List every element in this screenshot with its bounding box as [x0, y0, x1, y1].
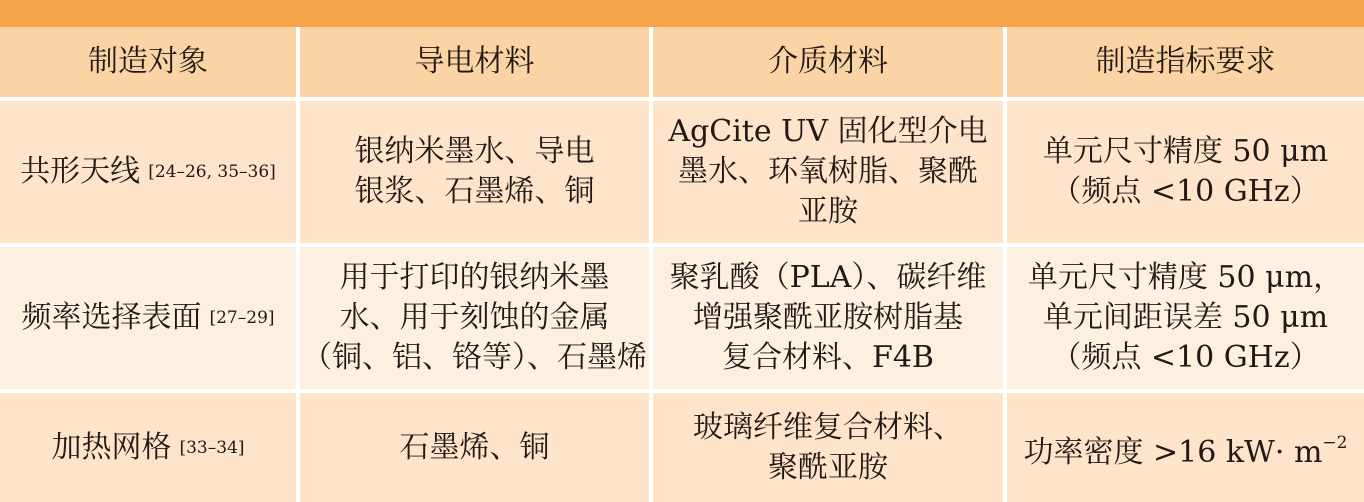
- row2-requirements-line: （频点 <10 GHz）: [1051, 340, 1320, 375]
- row2-dielectric-line: 增强聚酰亚胺树脂基: [693, 300, 963, 335]
- row2-ref: [27–29]: [209, 308, 275, 328]
- header-object: 制造对象: [0, 27, 300, 97]
- row3-requirements-cell: [1007, 389, 1364, 502]
- table-top-bar: [0, 0, 1364, 27]
- row2-object: 频率选择表面: [21, 300, 202, 335]
- row3-ref: [33–34]: [179, 437, 245, 458]
- row1-requirements-cell: [1007, 97, 1364, 243]
- row2-object-cell: [0, 243, 300, 389]
- row3-conductive-line: 石墨烯、铜: [399, 429, 550, 465]
- row1-requirements-line: （频点 <10 GHz）: [1051, 174, 1320, 209]
- row2-requirements-line: 单元尺寸精度 50 μm，: [1027, 260, 1344, 295]
- header-conductive: 导电材料: [300, 27, 653, 97]
- row3-object: 加热网格: [51, 429, 172, 465]
- row3-dielectric-line: 聚酰亚胺: [768, 449, 888, 485]
- row3-dielectric-cell: [653, 389, 1007, 502]
- row3-object-cell: [0, 389, 300, 502]
- row1-conductive-line: 银纳米墨水、导电: [354, 134, 595, 169]
- row2-dielectric-line: 聚乳酸（PLA）、碳纤维: [669, 260, 987, 295]
- row2-dielectric-cell: [653, 243, 1007, 389]
- row1-dielectric-line: 亚胺: [798, 194, 858, 229]
- row2-requirements-line: 单元间距误差 50 μm: [1042, 300, 1329, 335]
- row1-dielectric-cell: [653, 97, 1007, 243]
- row2-conductive-line: 水、用于刻蚀的金属: [339, 300, 610, 335]
- row1-object-cell: [0, 97, 300, 243]
- row3-requirements-exponent: −2: [1322, 432, 1348, 453]
- header-dielectric: 介质材料: [653, 27, 1007, 97]
- row3-conductive-cell: [300, 389, 653, 502]
- row2-conductive-line: 用于打印的银纳米墨: [339, 260, 610, 295]
- row1-dielectric-line: 墨水、环氧树脂、聚酰: [678, 154, 978, 189]
- row1-ref: [24–26, 35–36]: [148, 162, 276, 182]
- row3-requirements: [1024, 423, 1348, 473]
- row1-conductive-line: 银浆、石墨烯、铜: [354, 174, 595, 209]
- row2-requirements-cell: [1007, 243, 1364, 389]
- row1-conductive-cell: [300, 97, 653, 243]
- row3-requirements-text: 功率密度 >16 kW· m: [1023, 434, 1323, 470]
- row2-dielectric-line: 复合材料、F4B: [722, 340, 934, 375]
- header-requirements: 制造指标要求: [1007, 27, 1364, 97]
- row1-requirements-line: 单元尺寸精度 50 μm: [1042, 134, 1329, 169]
- row1-dielectric-line: AgCite UV 固化型介电: [668, 114, 988, 149]
- row2-conductive-line: （铜、铝、铬等）、石墨烯: [302, 340, 647, 375]
- row2-conductive-cell: [300, 243, 653, 389]
- row3-dielectric-line: 玻璃纤维复合材料、: [693, 409, 963, 445]
- row1-object: 共形天线: [20, 154, 141, 189]
